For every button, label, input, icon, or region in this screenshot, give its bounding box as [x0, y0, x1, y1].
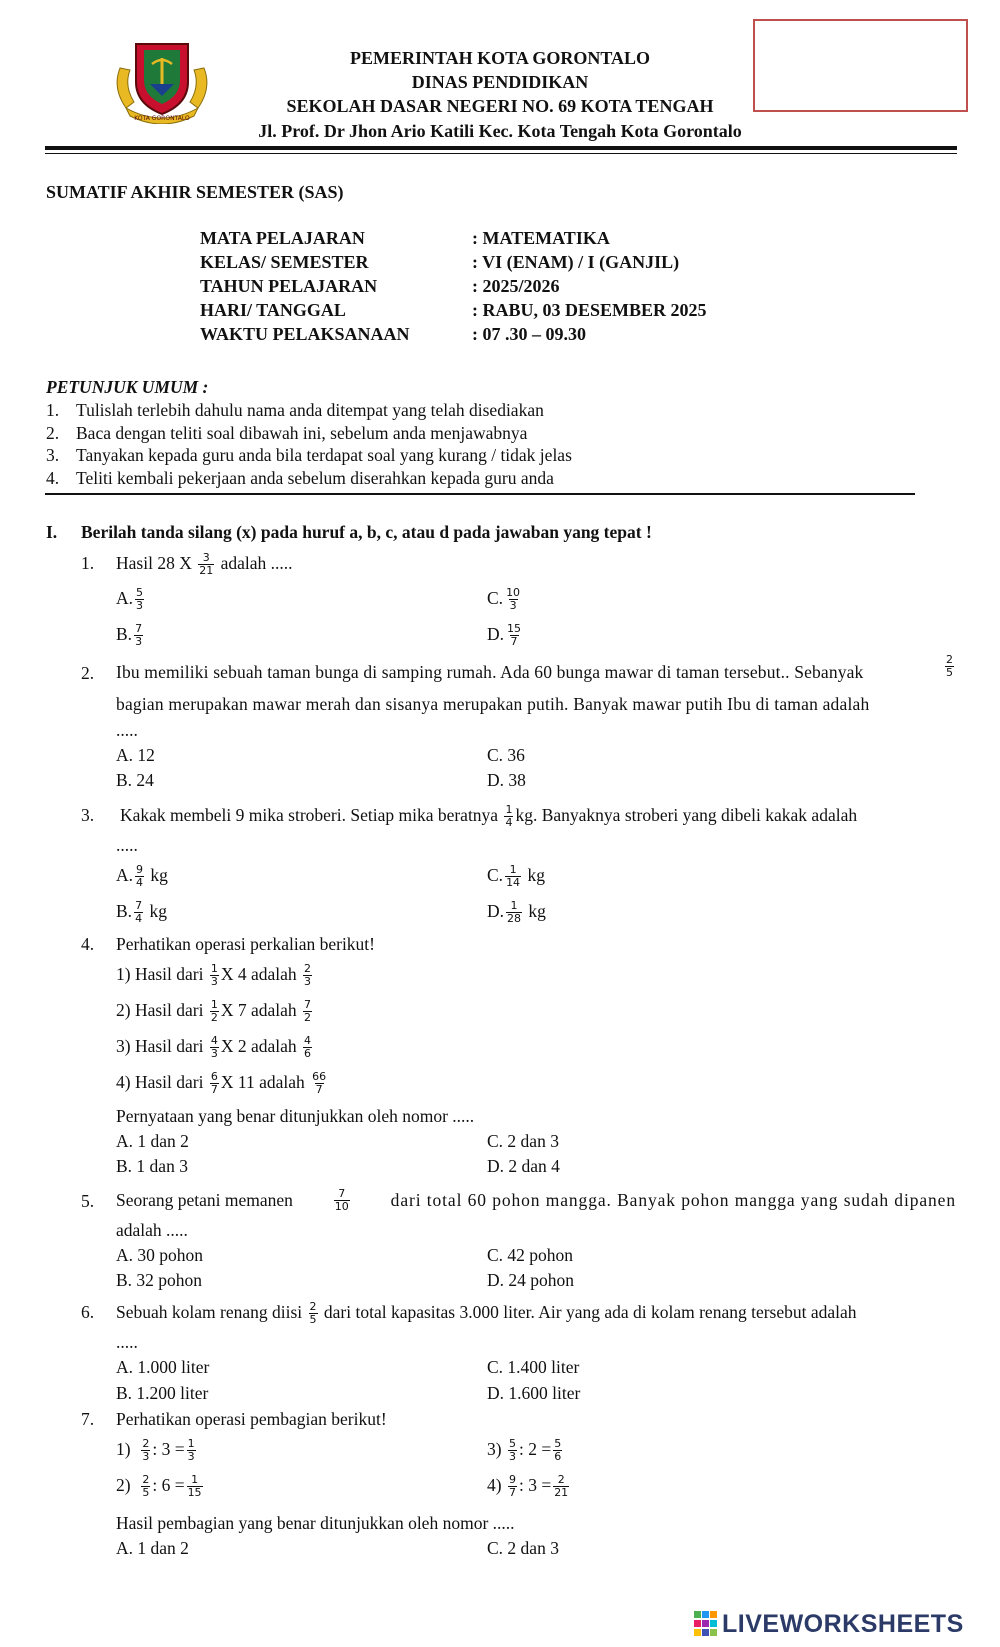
denominator: 3 — [210, 1047, 218, 1061]
option-unit: kg — [149, 901, 167, 921]
q2-option-d[interactable]: D. 38 — [487, 770, 526, 790]
item-number: 3) — [487, 1439, 502, 1459]
option-letter: B. — [116, 624, 133, 644]
numerator: 1 — [210, 998, 218, 1012]
q3-fraction — [504, 804, 513, 829]
numerator: 2 — [142, 1437, 150, 1451]
numerator: 5 — [554, 1437, 562, 1451]
denominator: 4 — [136, 876, 144, 890]
denominator: 21 — [199, 564, 214, 578]
header-school: SEKOLAH DASAR NEGERI NO. 69 KOTA TENGAH — [286, 96, 714, 116]
numerator: 2 — [142, 1473, 150, 1487]
header-department: DINAS PENDIDIKAN — [411, 72, 589, 92]
info-label: MATA PELAJARAN — [200, 228, 365, 248]
item-text: X 4 adalah — [220, 964, 297, 984]
q7-number: 7. — [81, 1409, 95, 1429]
q5-option-a[interactable]: A. 30 pohon — [116, 1245, 204, 1265]
numerator: 9 — [136, 863, 144, 877]
item-text: Hasil dari — [134, 1072, 204, 1092]
denominator: 3 — [210, 975, 218, 989]
item-fraction — [303, 1035, 312, 1060]
item-fraction — [508, 1438, 517, 1463]
q1-stem-text: Hasil 28 X — [116, 553, 192, 573]
denominator: 21 — [554, 1486, 569, 1500]
q2-fraction — [945, 654, 954, 690]
q1-stem-text: adalah ..... — [220, 553, 293, 573]
q1-stem — [116, 545, 293, 581]
q3-option-b[interactable] — [116, 893, 167, 929]
q2-option-c[interactable]: C. 36 — [487, 745, 525, 765]
q4-stem: Perhatikan operasi perkalian berikut! — [116, 934, 375, 954]
q3-option-d[interactable] — [487, 893, 546, 929]
option-fraction — [505, 587, 521, 612]
item-fraction — [187, 1474, 203, 1499]
q4-option-d[interactable]: D. 2 dan 4 — [487, 1156, 560, 1176]
q5-fraction — [334, 1188, 350, 1213]
school-emblem-logo — [112, 38, 212, 124]
denominator: 6 — [304, 1047, 312, 1061]
numerator: 1 — [191, 1473, 199, 1487]
info-label: KELAS/ SEMESTER — [200, 252, 369, 272]
numerator: 2 — [946, 653, 953, 666]
item-fraction — [210, 999, 219, 1024]
q2-number: 2. — [81, 663, 95, 683]
q4-option-c[interactable]: C. 2 dan 3 — [487, 1131, 559, 1151]
numerator: 7 — [338, 1186, 346, 1200]
q3-stem-line-2: ..... — [116, 835, 138, 855]
numerator: 5 — [508, 1437, 516, 1451]
q3-stem-text: Kakak membeli 9 mika stroberi. Setiap mika beratnya — [120, 805, 499, 825]
numerator: 2 — [557, 1473, 565, 1487]
denominator: 7 — [315, 1083, 323, 1097]
q6-stem-line-2: ..... — [116, 1332, 138, 1352]
numerator: 1 — [210, 962, 218, 976]
item-operation: : 2 = — [518, 1439, 552, 1459]
item-number: 1) — [116, 964, 131, 984]
item-fraction — [141, 1438, 150, 1463]
denominator: 10 — [334, 1199, 349, 1213]
q7-option-a[interactable]: A. 1 dan 2 — [116, 1538, 189, 1558]
q4-option-a[interactable]: A. 1 dan 2 — [116, 1131, 189, 1151]
q6-stem-text: Sebuah kolam renang diisi — [116, 1302, 303, 1322]
item-fraction — [553, 1474, 569, 1499]
numerator: 7 — [135, 899, 143, 913]
q2-option-a[interactable]: A. 12 — [116, 745, 155, 765]
info-label: TAHUN PELAJARAN — [200, 276, 378, 296]
option-letter: C. — [487, 865, 504, 885]
item-fraction — [303, 999, 312, 1024]
item-fraction — [553, 1438, 562, 1463]
item-text: X 7 adalah — [220, 1000, 297, 1020]
item-text: X 2 adalah — [220, 1036, 297, 1056]
svg-text:KOTA GORONTALO: KOTA GORONTALO — [134, 115, 190, 122]
denominator: 28 — [507, 912, 522, 926]
instruction-num: 4. — [46, 468, 60, 488]
denominator: 3 — [509, 599, 517, 613]
item-text: Hasil dari — [134, 1036, 204, 1056]
q6-stem-line-1 — [116, 1294, 857, 1330]
instruction-text: Baca dengan teliti soal dibawah ini, sebelum anda menjawabnya — [76, 423, 528, 443]
q1-option-a[interactable] — [116, 580, 146, 616]
q7-item — [487, 1431, 564, 1467]
numerator: 2 — [309, 1300, 317, 1314]
q3-number: 3. — [81, 805, 95, 825]
numerator: 5 — [136, 586, 144, 600]
denominator: 3 — [304, 975, 312, 989]
item-number: 4) — [487, 1475, 502, 1495]
q1-option-d[interactable] — [487, 616, 524, 652]
q5-stem-line-1 — [116, 1182, 956, 1218]
item-number: 2) — [116, 1000, 131, 1020]
denominator: 5 — [946, 666, 953, 679]
q7-statement: Hasil pembagian yang benar ditunjukkan oleh nomor ..... — [116, 1513, 515, 1533]
section-instruction: Berilah tanda silang (x) pada huruf a, b, c, atau d pada jawaban yang tepat ! — [81, 522, 652, 542]
exam-title: SUMATIF AKHIR SEMESTER (SAS) — [46, 182, 344, 202]
numerator: 6 — [210, 1070, 218, 1084]
instructions-title: PETUNJUK UMUM : — [46, 377, 209, 397]
info-value: : MATEMATIKA — [472, 228, 610, 248]
q4-number: 4. — [81, 934, 95, 954]
q4-option-b[interactable]: B. 1 dan 3 — [116, 1156, 188, 1176]
numerator: 1 — [510, 899, 518, 913]
header-rule-thin — [45, 153, 957, 154]
q3-stem-text: kg. Banyaknya stroberi yang dibeli kakak adalah — [515, 805, 858, 825]
denominator: 3 — [136, 599, 144, 613]
q5-option-b[interactable]: B. 32 pohon — [116, 1270, 203, 1290]
denominator: 3 — [135, 635, 143, 649]
item-number: 3) — [116, 1036, 131, 1056]
denominator: 3 — [187, 1450, 195, 1464]
q5-number: 5. — [81, 1191, 95, 1211]
option-letter: A. — [116, 865, 134, 885]
option-fraction — [135, 864, 144, 889]
q6-option-a[interactable]: A. 1.000 liter — [116, 1357, 210, 1377]
option-letter: A. — [116, 588, 134, 608]
numerator: 1 — [509, 863, 517, 877]
section-number: I. — [46, 522, 58, 542]
numerator: 15 — [507, 622, 522, 636]
option-unit: kg — [150, 865, 168, 885]
option-letter: B. — [116, 901, 133, 921]
liveworksheets-watermark — [694, 1610, 964, 1638]
instruction-num: 1. — [46, 400, 60, 420]
info-label: HARI/ TANGGAL — [200, 300, 346, 320]
q5-stem-text: dari total 60 pohon mangga. Banyak pohon mangga yang sudah dipanen — [390, 1190, 956, 1210]
denominator: 4 — [505, 816, 513, 830]
q6-option-b[interactable]: B. 1.200 liter — [116, 1383, 209, 1403]
option-fraction — [505, 864, 521, 889]
item-number: 2) — [116, 1475, 131, 1495]
denominator: 14 — [506, 876, 521, 890]
numerator: 10 — [506, 586, 521, 600]
item-fraction — [210, 963, 219, 988]
q3-option-a[interactable] — [116, 857, 168, 893]
denominator: 7 — [510, 635, 518, 649]
info-value: : RABU, 03 DESEMBER 2025 — [472, 300, 707, 320]
numerator: 3 — [202, 551, 210, 565]
q7-item — [116, 1431, 198, 1467]
q7-stem: Perhatikan operasi pembagian berikut! — [116, 1409, 387, 1429]
option-fraction — [134, 623, 143, 648]
denominator: 5 — [142, 1486, 150, 1500]
q5-stem-line-2: adalah ..... — [116, 1220, 188, 1240]
item-fraction — [311, 1071, 327, 1096]
item-number: 4) — [116, 1072, 131, 1092]
q1-option-b[interactable] — [116, 616, 145, 652]
q4-item — [116, 1028, 314, 1064]
item-fraction — [187, 1438, 196, 1463]
numerator: 4 — [304, 1034, 312, 1048]
denominator: 2 — [210, 1011, 218, 1025]
numerator: 7 — [135, 622, 143, 636]
q7-item — [116, 1467, 205, 1503]
instruction-num: 3. — [46, 445, 60, 465]
q3-stem-line-1 — [120, 797, 857, 833]
numerator: 1 — [505, 803, 513, 817]
liveworksheets-logo-icon — [694, 1611, 718, 1637]
item-number: 1) — [116, 1439, 131, 1459]
q6-option-c[interactable]: C. 1.400 liter — [487, 1357, 580, 1377]
option-unit: kg — [527, 865, 545, 885]
q1-fraction — [198, 552, 214, 577]
numerator: 7 — [304, 998, 312, 1012]
option-letter: D. — [487, 624, 505, 644]
q1-option-c[interactable] — [487, 580, 523, 616]
item-fraction — [210, 1035, 219, 1060]
option-letter: D. — [487, 901, 505, 921]
q3-option-c[interactable] — [487, 857, 545, 893]
item-operation: : 6 = — [152, 1475, 185, 1495]
instruction-num: 2. — [46, 423, 60, 443]
q4-item — [116, 956, 314, 992]
instruction-text: Tanyakan kepada guru anda bila terdapat soal yang kurang / tidak jelas — [76, 445, 572, 465]
header-rule-thick — [45, 146, 957, 150]
q2-stem-text: Ibu memiliki sebuah taman bunga di samping rumah. Ada 60 bunga mawar di taman tersebut.. Sebanyak — [116, 662, 864, 682]
q2-option-b[interactable]: B. 24 — [116, 770, 154, 790]
option-unit: kg — [528, 901, 546, 921]
q2-stem-line-1 — [116, 654, 956, 690]
q2-stem-line-3: ..... — [116, 720, 138, 740]
info-label: WAKTU PELAKSANAAN — [200, 324, 410, 344]
item-fraction — [141, 1474, 150, 1499]
numerator: 2 — [304, 962, 312, 976]
item-operation: : 3 = — [152, 1439, 185, 1459]
item-text: Hasil dari — [134, 1000, 204, 1020]
item-fraction — [303, 963, 312, 988]
q1-number: 1. — [81, 553, 95, 573]
q4-item — [116, 992, 314, 1028]
option-letter: C. — [487, 588, 504, 608]
numerator: 1 — [187, 1437, 195, 1451]
item-operation: : 3 = — [518, 1475, 552, 1495]
item-text: X 11 adalah — [220, 1072, 305, 1092]
info-value: : 07 .30 – 09.30 — [472, 324, 586, 344]
header-government: PEMERINTAH KOTA GORONTALO — [349, 48, 651, 68]
header-address: Jl. Prof. Dr Jhon Ario Katili Kec. Kota Tengah Kota Gorontalo — [258, 121, 742, 141]
instruction-text: Tulislah terlebih dahulu nama anda ditempat yang telah disediakan — [76, 400, 544, 420]
denominator: 7 — [210, 1083, 218, 1097]
numerator: 66 — [312, 1070, 327, 1084]
item-fraction — [210, 1071, 219, 1096]
q5-stem-text: Seorang petani memanen — [116, 1190, 293, 1210]
q4-statement: Pernyataan yang benar ditunjukkan oleh nomor ..... — [116, 1106, 475, 1126]
watermark-text: LIVEWORKSHEETS — [722, 1610, 964, 1638]
item-fraction — [508, 1474, 517, 1499]
denominator: 3 — [142, 1450, 150, 1464]
q6-number: 6. — [81, 1302, 95, 1322]
option-fraction — [135, 587, 144, 612]
denominator: 7 — [508, 1486, 516, 1500]
denominator: 2 — [304, 1011, 312, 1025]
denominator: 3 — [508, 1450, 516, 1464]
instruction-text: Teliti kembali pekerjaan anda sebelum diserahkan kepada guru anda — [76, 468, 554, 488]
denominator: 15 — [187, 1486, 202, 1500]
instructions-rule — [45, 493, 915, 495]
info-value: : VI (ENAM) / I (GANJIL) — [472, 252, 680, 272]
q6-option-d[interactable]: D. 1.600 liter — [487, 1383, 581, 1403]
q6-stem-text: dari total kapasitas 3.000 liter. Air yang ada di kolam renang tersebut adalah — [323, 1302, 857, 1322]
option-fraction — [134, 900, 143, 925]
denominator: 5 — [309, 1313, 317, 1327]
item-text: Hasil dari — [134, 964, 204, 984]
q6-fraction — [309, 1301, 318, 1326]
q4-item — [116, 1064, 329, 1100]
denominator: 4 — [135, 912, 143, 926]
q5-option-c[interactable]: C. 42 pohon — [487, 1245, 574, 1265]
numerator: 9 — [508, 1473, 516, 1487]
denominator: 6 — [554, 1450, 562, 1464]
q2-stem-line-2: bagian merupakan mawar merah dan sisanya merupakan putih. Banyak mawar putih Ibu di taman adalah — [116, 694, 870, 714]
q7-item — [487, 1467, 571, 1503]
q5-option-d[interactable]: D. 24 pohon — [487, 1270, 575, 1290]
option-fraction — [506, 900, 522, 925]
numerator: 4 — [210, 1034, 218, 1048]
info-value: : 2025/2026 — [472, 276, 560, 296]
option-fraction — [506, 623, 522, 648]
q7-option-c[interactable]: C. 2 dan 3 — [487, 1538, 559, 1558]
